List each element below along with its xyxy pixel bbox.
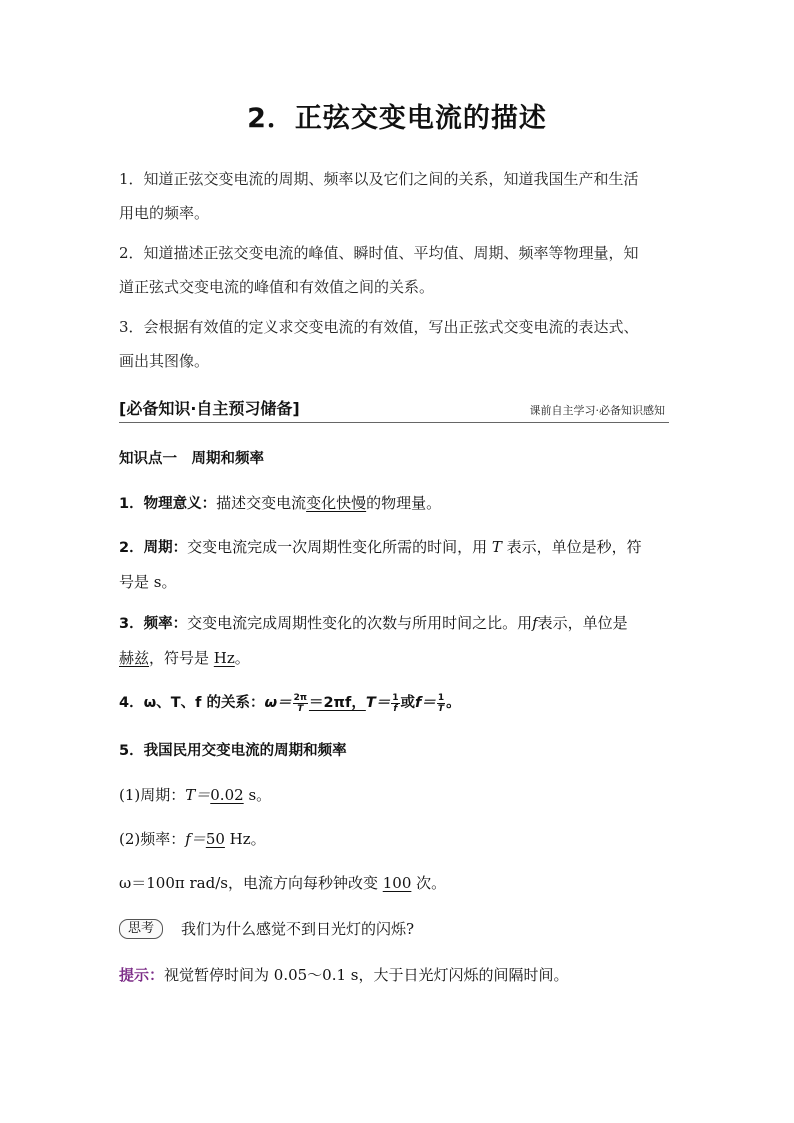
objective-3 bbox=[119, 310, 689, 378]
omega-pre: ω＝100π rad/s，电流方向每秒钟改变 bbox=[119, 874, 383, 892]
page-title: 2．正弦交变电流的描述 bbox=[247, 103, 547, 134]
section-header bbox=[119, 396, 669, 423]
item-1 bbox=[119, 486, 689, 521]
item-2 bbox=[119, 530, 689, 599]
fraction-2pi-over-T: $\frac{2\pi}{T}$ bbox=[293, 692, 307, 714]
hint-text: 视觉暂停时间为 0.05～0.1 s，大于日光灯闪烁的间隔时间。 bbox=[164, 966, 569, 984]
item-4 bbox=[119, 686, 689, 720]
section-subtitle: 课前自主学习·必备知识感知 bbox=[529, 404, 665, 417]
item-3-mid: ，符号是 bbox=[149, 649, 214, 667]
objective-1 bbox=[119, 162, 689, 230]
hint-label: 提示： bbox=[119, 966, 165, 984]
item-2-line-2: 号是 s。 bbox=[119, 573, 177, 591]
item-4-T: T＝ bbox=[365, 695, 391, 711]
omega-answer: 100 bbox=[382, 874, 412, 892]
item-4-end: 。 bbox=[446, 695, 461, 711]
item-2-label: 2．周期： bbox=[119, 540, 188, 556]
objective-2-line-1: 2．知道描述正弦交变电流的峰值、瞬时值、平均值、周期、频率等物理量，知 bbox=[119, 244, 639, 262]
period-var: T＝ bbox=[185, 786, 211, 804]
item-3-answer-unit: 赫兹 bbox=[119, 649, 150, 667]
omega-line bbox=[119, 866, 689, 900]
hint-line bbox=[119, 958, 689, 992]
item-4-omega: ω＝ bbox=[264, 695, 292, 711]
item-3-answer-symbol: Hz bbox=[213, 649, 235, 667]
frequency-var: f＝ bbox=[185, 830, 206, 848]
think-badge: 思考 bbox=[119, 919, 163, 939]
item-1-answer: 变化快慢 bbox=[306, 494, 367, 512]
frequency-answer: 50 bbox=[205, 830, 225, 848]
item-5-heading: 5．我国民用交变电流的周期和频率 bbox=[119, 743, 347, 759]
knowledge-point-heading: 知识点一 周期和频率 bbox=[119, 451, 264, 467]
item-4-label: 4．ω、T、f 的关系： bbox=[119, 695, 265, 711]
fraction-1-over-T: $\frac{1}{T}$ bbox=[437, 692, 445, 714]
objective-1-line-1: 1．知道正弦交变电流的周期、频率以及它们之间的关系，知道我国生产和生活 bbox=[119, 170, 639, 188]
item-4-answer: ＝2πf， bbox=[308, 695, 366, 711]
think-question-text: 我们为什么感觉不到日光灯的闪烁? bbox=[181, 920, 415, 938]
item-4-or: 或 bbox=[400, 695, 415, 711]
item-1-label: 1．物理意义： bbox=[119, 496, 217, 512]
item-1-pre: 描述交变电流 bbox=[216, 494, 307, 512]
objective-3-line-1: 3．会根据有效值的定义求交变电流的有效值，写出正弦式交变电流的表达式、 bbox=[119, 318, 639, 336]
item-3 bbox=[119, 606, 689, 675]
item-3-pre: 交变电流完成周期性变化的次数与所用时间之比。用 bbox=[187, 614, 533, 632]
period-answer: 0.02 bbox=[210, 786, 244, 804]
objective-2 bbox=[119, 236, 689, 304]
fraction-1-over-f: $\frac{1}{f}$ bbox=[392, 692, 399, 714]
item-4-f: f＝ bbox=[415, 695, 436, 711]
item-5-period bbox=[119, 778, 689, 812]
frequency-post: Hz。 bbox=[224, 830, 266, 848]
objective-2-line-2: 道正弦式交变电流的峰值和有效值之间的关系。 bbox=[119, 278, 435, 296]
think-question bbox=[119, 912, 689, 946]
period-post: s。 bbox=[243, 786, 272, 804]
item-3-label: 3．频率： bbox=[119, 616, 188, 632]
section-title: [必备知识·自主预习储备] bbox=[119, 399, 300, 418]
period-pre: (1)周期： bbox=[119, 786, 186, 804]
item-1-post: 的物理量。 bbox=[366, 494, 442, 512]
item-2-var: T bbox=[491, 538, 502, 556]
item-2-post: 表示，单位是秒，符 bbox=[501, 538, 642, 556]
item-3-post: 表示，单位是 bbox=[537, 614, 628, 632]
frequency-pre: (2)频率： bbox=[119, 830, 186, 848]
item-5-frequency bbox=[119, 822, 689, 856]
objective-1-line-2: 用电的频率。 bbox=[119, 204, 210, 222]
item-3-var: f bbox=[532, 614, 538, 632]
item-2-pre: 交变电流完成一次周期性变化所需的时间，用 bbox=[187, 538, 492, 556]
objective-3-line-2: 画出其图像。 bbox=[119, 352, 210, 370]
omega-post: 次。 bbox=[411, 874, 447, 892]
item-3-end: 。 bbox=[234, 649, 250, 667]
